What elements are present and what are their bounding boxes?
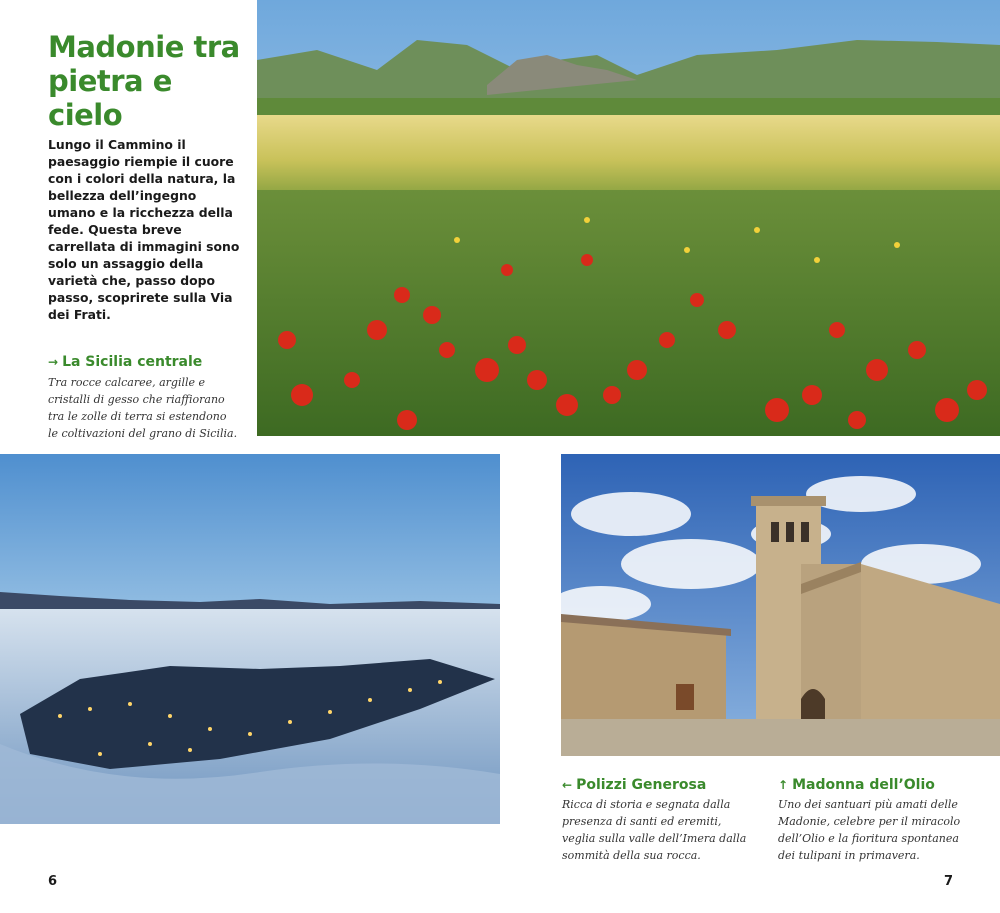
page-title: Madonie tra pietra e cielo — [48, 30, 240, 132]
arrow-right-icon: → — [48, 355, 59, 369]
page-number-left: 6 — [48, 874, 58, 889]
photo-madonna-dell-olio — [561, 454, 1000, 756]
caption-text-madonna: Uno dei santuari più amati delle Madonie, celebre per il miracolo dell’Olio e la fioritura spontanea dei tulipani in primavera. — [778, 798, 961, 862]
arrow-left-icon: ← — [562, 778, 573, 792]
caption-heading-madonna: ↑ Madonna dell’Olio — [778, 777, 935, 793]
caption-heading-sicilia: → La Sicilia centrale — [48, 354, 203, 370]
caption-heading-polizzi: ← Polizzi Generosa — [562, 777, 707, 793]
caption-text-sicilia: Tra rocce calcaree, argille e cristalli di gesso che riaffiorano tra le zolle di terra si estendono le coltivazioni del grano di Sicilia. — [48, 376, 238, 440]
photo-wheat-field-poppies — [257, 0, 1000, 436]
page-number-right: 7 — [944, 874, 954, 889]
caption-text-polizzi: Ricca di storia e segnata dalla presenza di santi ed eremiti, veglia sulla valle dell’Imera dalla sommità della sua rocca. — [562, 798, 747, 862]
arrow-up-icon: ↑ — [778, 778, 789, 792]
photo-polizzi-generosa — [0, 454, 500, 824]
intro-paragraph: Lungo il Cammino il paesaggio riempie il cuore con i colori della natura, la bellezza dell’ingegno umano e la ricchezza della fede. Questa breve carrellata di immagini sono solo un assaggio della varietà che, passo dopo passo, scoprirete sulla Via dei Frati. — [48, 137, 240, 322]
